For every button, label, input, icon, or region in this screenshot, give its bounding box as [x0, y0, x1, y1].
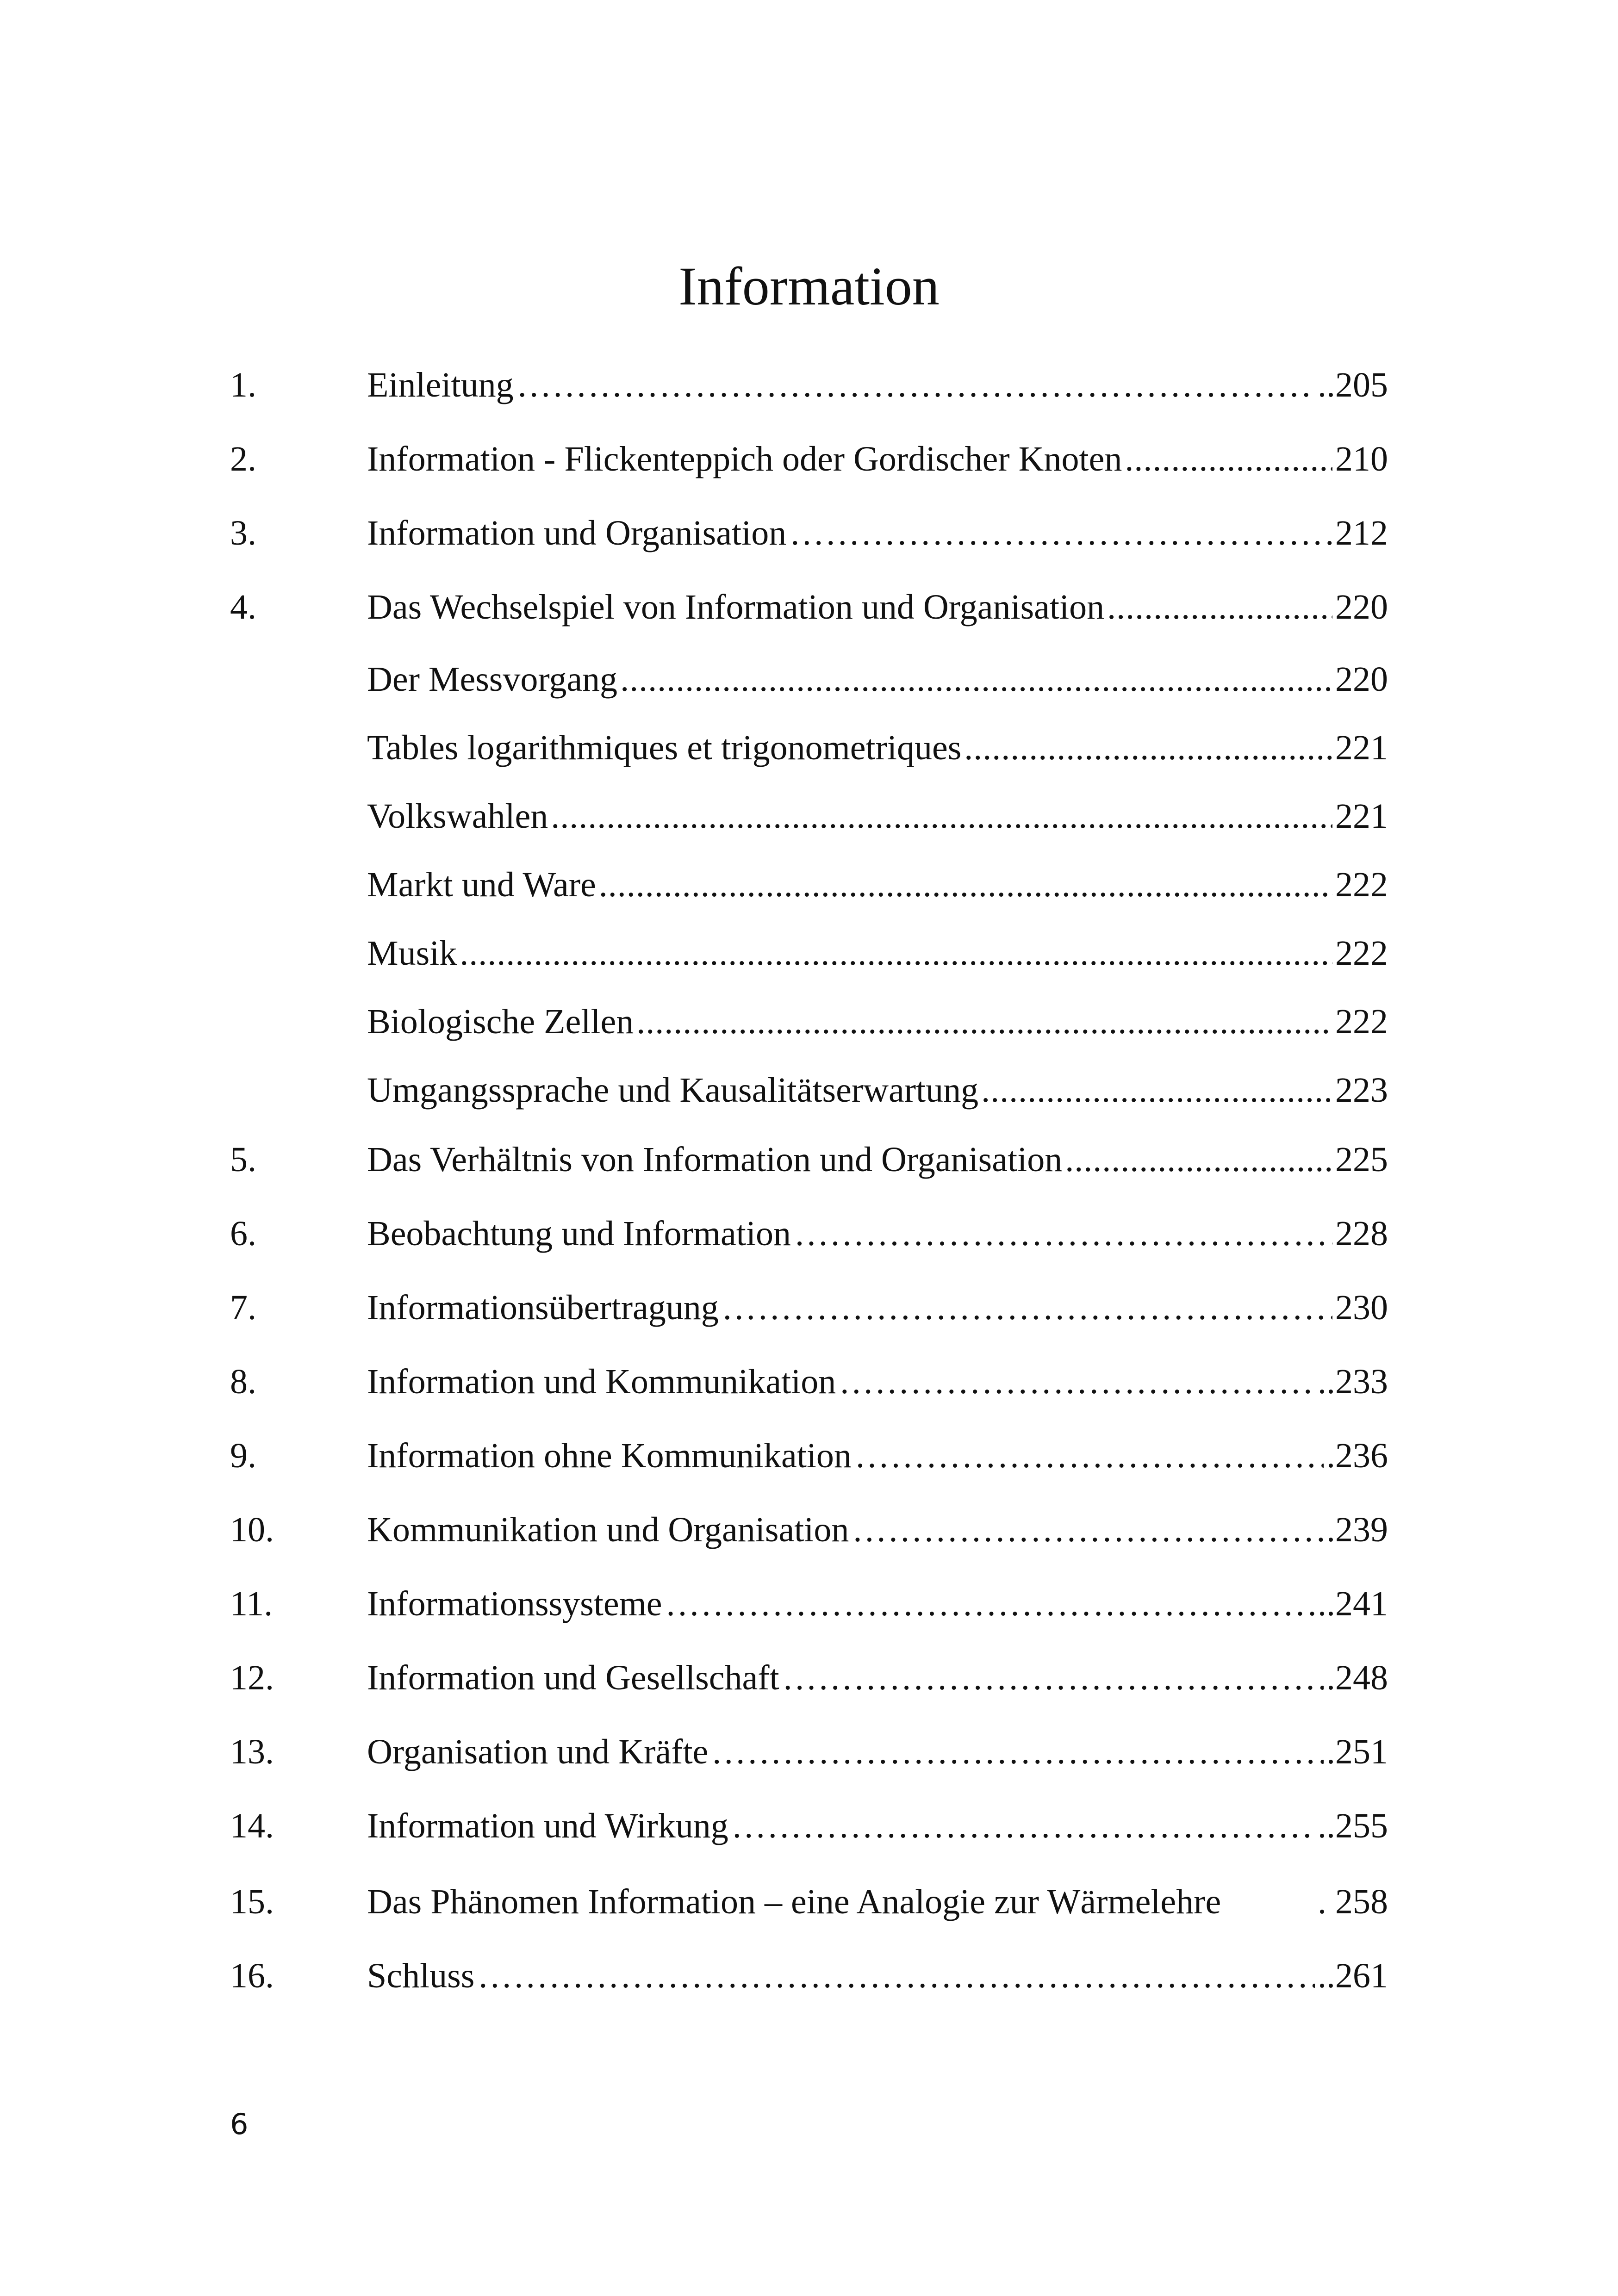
toc-leader — [1065, 1136, 1332, 1183]
toc-entry-title: Information ohne Kommunikation — [367, 1436, 852, 1475]
toc-entry-number: 12. — [230, 1658, 274, 1697]
toc-entry-title: Das Verhältnis von Information und Organisation — [367, 1140, 1063, 1179]
toc-entry-number: 8. — [230, 1362, 256, 1401]
toc-entry-page: ..241 — [1318, 1584, 1388, 1623]
toc-entry-title: Der Messvorgang — [367, 660, 618, 699]
toc-entry-title: Einleitung — [367, 366, 514, 404]
toc-entry-page: 222 — [1335, 934, 1388, 973]
page-number: 6 — [230, 2107, 249, 2141]
toc-leader — [599, 862, 1332, 908]
toc-leader — [852, 1507, 1324, 1553]
toc-entry-page: .239 — [1326, 1510, 1388, 1549]
toc-entry-page: 210 — [1335, 440, 1388, 478]
toc-entry-number: 3. — [230, 514, 256, 552]
toc-entry-number: 15. — [230, 1882, 274, 1921]
toc-entry-title: Informationsübertragung — [367, 1288, 719, 1327]
toc-entry-number: 13. — [230, 1732, 274, 1771]
toc-entry-page: .236 — [1326, 1436, 1388, 1475]
toc-entry-page: ..233 — [1318, 1362, 1388, 1401]
toc-entry-title: Information - Flickenteppich oder Gordischer Knoten — [367, 440, 1122, 478]
toc-entry-number: 11. — [230, 1584, 273, 1623]
toc-entry-title: Informationssysteme — [367, 1584, 662, 1623]
toc-leader — [981, 1067, 1332, 1113]
toc-entry-title: Information und Wirkung — [367, 1806, 728, 1845]
toc-leader — [620, 656, 1332, 702]
toc-leader — [551, 793, 1332, 839]
toc-leader — [636, 999, 1332, 1045]
toc-entry-title: Das Phänomen Information – eine Analogie zur Wärmelehre — [367, 1882, 1221, 1921]
toc-entry-title: Das Wechselspiel von Information und Organisation — [367, 588, 1105, 627]
toc-entry-page: .251 — [1326, 1732, 1388, 1771]
toc-entry-title: Information und Kommunikation — [367, 1362, 836, 1401]
toc-leader — [460, 930, 1332, 976]
toc-leader — [1107, 584, 1332, 630]
toc-leader — [1125, 436, 1332, 482]
toc-entry-page: 228 — [1335, 1214, 1388, 1253]
toc-entry-title: Musik — [367, 934, 457, 973]
toc-leader — [477, 1953, 1315, 1999]
toc-entry-page: 221 — [1335, 728, 1388, 767]
toc-entry-title: Umgangssprache und Kausalitätserwartung — [367, 1071, 979, 1110]
toc-entry-number: 7. — [230, 1288, 256, 1327]
toc-entry-title: Information und Gesellschaft — [367, 1658, 779, 1697]
toc-leader — [839, 1359, 1315, 1405]
toc-entry-title: Organisation und Kräfte — [367, 1732, 709, 1771]
toc-entry-number: 14. — [230, 1806, 274, 1845]
toc-entry-page: 222 — [1335, 1002, 1388, 1041]
toc-entry-number: 2. — [230, 440, 256, 478]
toc-leader — [854, 1433, 1324, 1479]
toc-entry-page: ..205 — [1318, 366, 1388, 404]
toc-entry-page: . 258 — [1318, 1882, 1388, 1921]
toc-entry-title: Biologische Zellen — [367, 1002, 634, 1041]
toc-entry-number: 16. — [230, 1956, 274, 1995]
toc-entry-page: 220 — [1335, 660, 1388, 699]
toc-entry-number: 10. — [230, 1510, 274, 1549]
toc-entry-number: 4. — [230, 588, 256, 627]
toc-entry-page: 212 — [1335, 514, 1388, 552]
toc-entry-number: 6. — [230, 1214, 256, 1253]
toc-leader — [794, 1210, 1332, 1257]
toc-entry-number: 9. — [230, 1436, 256, 1475]
toc-entry-title: Tables logarithmiques et trigonometriques — [367, 728, 962, 767]
toc-entry-page: 221 — [1335, 797, 1388, 836]
toc-entry-title: Volkswahlen — [367, 797, 548, 836]
toc-entry-title: Beobachtung und Information — [367, 1214, 791, 1253]
toc-leader — [782, 1655, 1324, 1701]
toc-leader — [517, 362, 1315, 408]
toc-entry-number: 1. — [230, 366, 256, 404]
toc-entry-page: 222 — [1335, 865, 1388, 904]
toc-entry-page: 220 — [1335, 588, 1388, 627]
toc-entry-number: 5. — [230, 1140, 256, 1179]
toc-entry-page: 225 — [1335, 1140, 1388, 1179]
toc-leader — [731, 1803, 1315, 1849]
toc-leader — [964, 725, 1332, 771]
toc-entry-title: Markt und Ware — [367, 865, 596, 904]
toc-entry-title: Kommunikation und Organisation — [367, 1510, 849, 1549]
toc-entry-title: Information und Organisation — [367, 514, 787, 552]
toc-leader — [665, 1581, 1315, 1627]
page-title: Information — [678, 256, 940, 316]
toc-leader — [789, 510, 1332, 556]
toc-entry-page: ..261 — [1318, 1956, 1388, 1995]
toc-entry-page: 230 — [1335, 1288, 1388, 1327]
toc-leader — [722, 1285, 1332, 1331]
toc-leader — [711, 1729, 1324, 1775]
toc-entry-page: 223 — [1335, 1071, 1388, 1110]
toc-entry-page: .248 — [1326, 1658, 1388, 1697]
toc-entry-title: Schluss — [367, 1956, 475, 1995]
toc-entry-page: ..255 — [1318, 1806, 1388, 1845]
